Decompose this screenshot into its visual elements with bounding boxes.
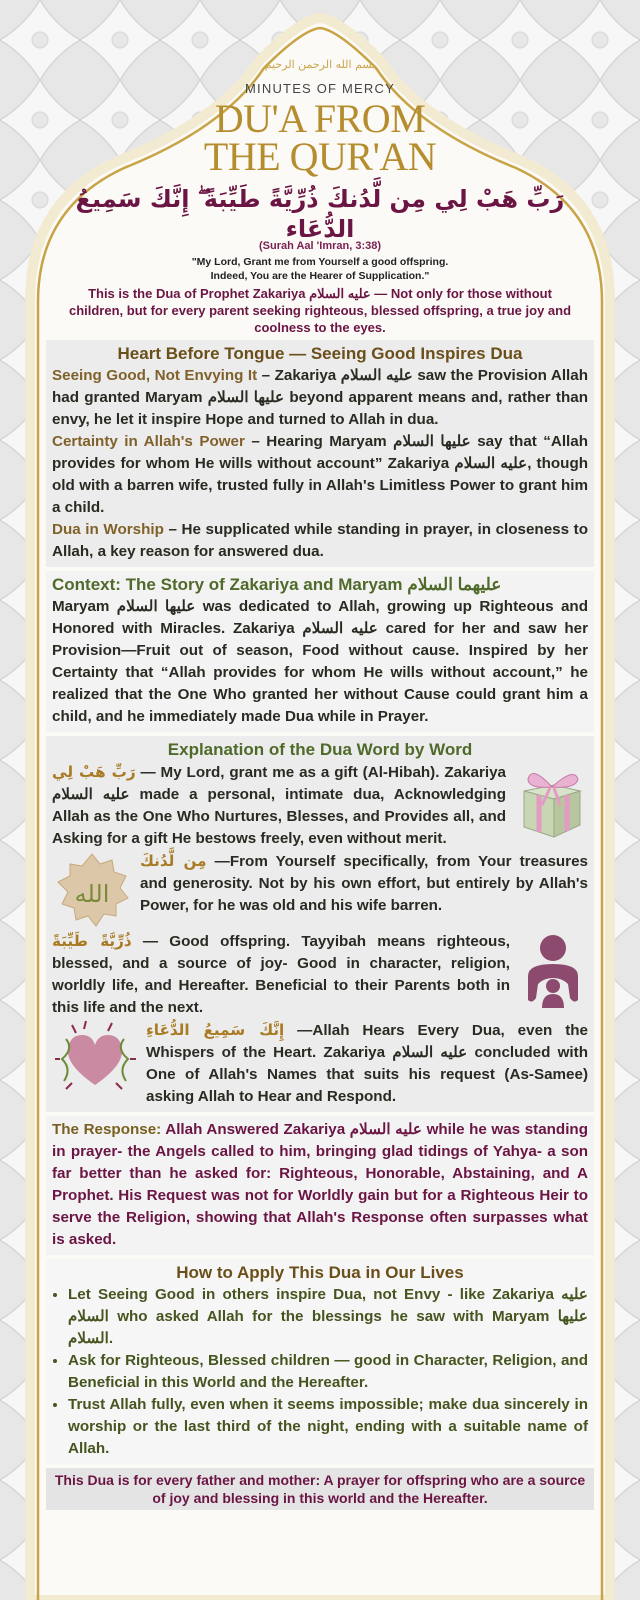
point: Seeing Good, Not Envying It – Zakariya عليه السلام saw the Provision Allah had granted Maryam عليها السلام beyond apparent means and, rather than envy, he let it inspire Hope and turned to Allah in dua. bbox=[52, 367, 588, 428]
intro-text: This is the Dua of Prophet Zakariya عليه السلام — Not only for those without children, but for every parent seeking righteous, blessed offspring, a true joy and coolness to the eyes. bbox=[68, 286, 572, 335]
context-section bbox=[46, 571, 594, 732]
apply-section bbox=[46, 1259, 594, 1464]
point: Dua in Worship – He supplicated while standing in prayer, in closeness to Allah, a key reason for answered dua. bbox=[52, 521, 588, 560]
list-item: • Ask for Righteous, Blessed children — good in Character, Religion, and Beneficial in this World and the Hereafter. bbox=[68, 1350, 588, 1394]
explanation-item: رَبِّ هَبْ لِي — My Lord, grant me as a gift (Al-Hibah). Zakariya عليه السلام made a personal, intimate dua, Acknowledging Allah as the One Who Nurtures, Blesses, and Provides all, and Asking for a gift He bestows freely, even without merit. bbox=[52, 761, 588, 850]
response-section: The Response: Allah Answered Zakariya عليه السلام while he was standing in prayer- the Angels called to him, bringing glad tidings of Yahya- a son far better than he asked for: Righteous, Honorable, Abstaining, and A Prophet. His Request was not for Worldly gain but for a Righteous Heir to serve the Religion, showing that Allah's Response often surpasses what is asked. bbox=[46, 1116, 594, 1255]
brand-label: MINUTES OF MERCY bbox=[245, 81, 395, 96]
surah-reference: (Surah Aal 'Imran, 3:38) bbox=[258, 240, 382, 252]
section-heading: How to Apply This Dua in Our Lives bbox=[176, 1263, 464, 1282]
section-heading: Explanation of the Dua Word by Word bbox=[167, 740, 473, 759]
list-item: • Trust Allah fully, even when it seems impossible; make dua sincerely in worship or the last third of the night, ending with a suitable name of Allah. bbox=[68, 1394, 588, 1460]
explanation-item: إِنَّكَ سَمِيعُ الدُّعَاءِ —Allah Hears Every Dua, even the Whispers of the Heart. Zakariya عليه السلام concluded with One of Allah's Names that suits his request (As-Samee) asking Allah to Hear and Respond. bbox=[52, 1019, 588, 1108]
dua-arabic: رَبِّ هَبْ لِي مِن لَّدُنكَ ذُرِّيَّةً طَيِّبَةً ۖ إِنَّكَ سَمِيعُ الدُّعَاء bbox=[75, 185, 565, 243]
point: Certainty in Allah's Power – Hearing Maryam عليها السلام say that “Allah provides for whom He wills without account” Zakariya عليه السلام, though old with a barren wife, trusted fully in Allah's Limitless Power to grant him a child. bbox=[52, 433, 588, 516]
section-heading: Context: The Story of Zakariya and Maryam عليهما السلام bbox=[52, 575, 502, 594]
context-text: Maryam عليها السلام was dedicated to Allah, growing up Righteous and Honored with Miracles. Zakariya عليه السلام cared for her and saw her Provision—Fruit out of season, Food without cause. Inspired by her Certainty that “Allah provides for whom He wills without account,” he realized that the One Who granted her without Cause could grant him a child, and he immediately made Dua while in Prayer. bbox=[52, 598, 588, 725]
explanation-item: ذُرِّيَّةً طَيِّبَةً — Good offspring. Tayyibah means righteous, blessed, and a source of joy- Good in character, religion, worldly life, and Hereafter. Beneficial to their Parents both in this life and the next. bbox=[52, 930, 588, 1019]
apply-list bbox=[52, 1284, 588, 1460]
explanation-section bbox=[46, 736, 594, 1112]
allah-medallion-icon bbox=[52, 850, 132, 930]
svg-text:الله: الله bbox=[74, 880, 110, 908]
closing-text: This Dua is for every father and mother: A prayer for offspring who are a source of joy and blessing in this world and the Hereafter. bbox=[46, 1468, 594, 1510]
dua-translation: "My Lord, Grant me from Yourself a good offspring. Indeed, You are the Hearer of Supplication." bbox=[191, 256, 449, 282]
page-title: DU'A FROM THE QUR'AN bbox=[203, 96, 437, 179]
explanation-item: الله مِن لَّدُنكَ —From Yourself specifically, from Your treasures and generosity. Not by his own effort, but entirely by Allah's Power, for he was old and his wife barren. bbox=[52, 850, 588, 930]
gift-icon bbox=[514, 761, 588, 841]
parent-child-icon bbox=[518, 930, 588, 1014]
poster-content bbox=[46, 58, 594, 1510]
bismillah-calligraphy: بسم الله الرحمن الرحيم bbox=[264, 58, 376, 71]
heart-icon bbox=[52, 1019, 138, 1095]
section-heading: Heart Before Tongue — Seeing Good Inspires Dua bbox=[117, 344, 523, 363]
list-item: • Let Seeing Good in others inspire Dua, not Envy - like Zakariya عليه السلام who asked Allah for the blessings he saw with Maryam عليها السلام. bbox=[68, 1284, 588, 1350]
heart-before-tongue-section bbox=[46, 340, 594, 567]
